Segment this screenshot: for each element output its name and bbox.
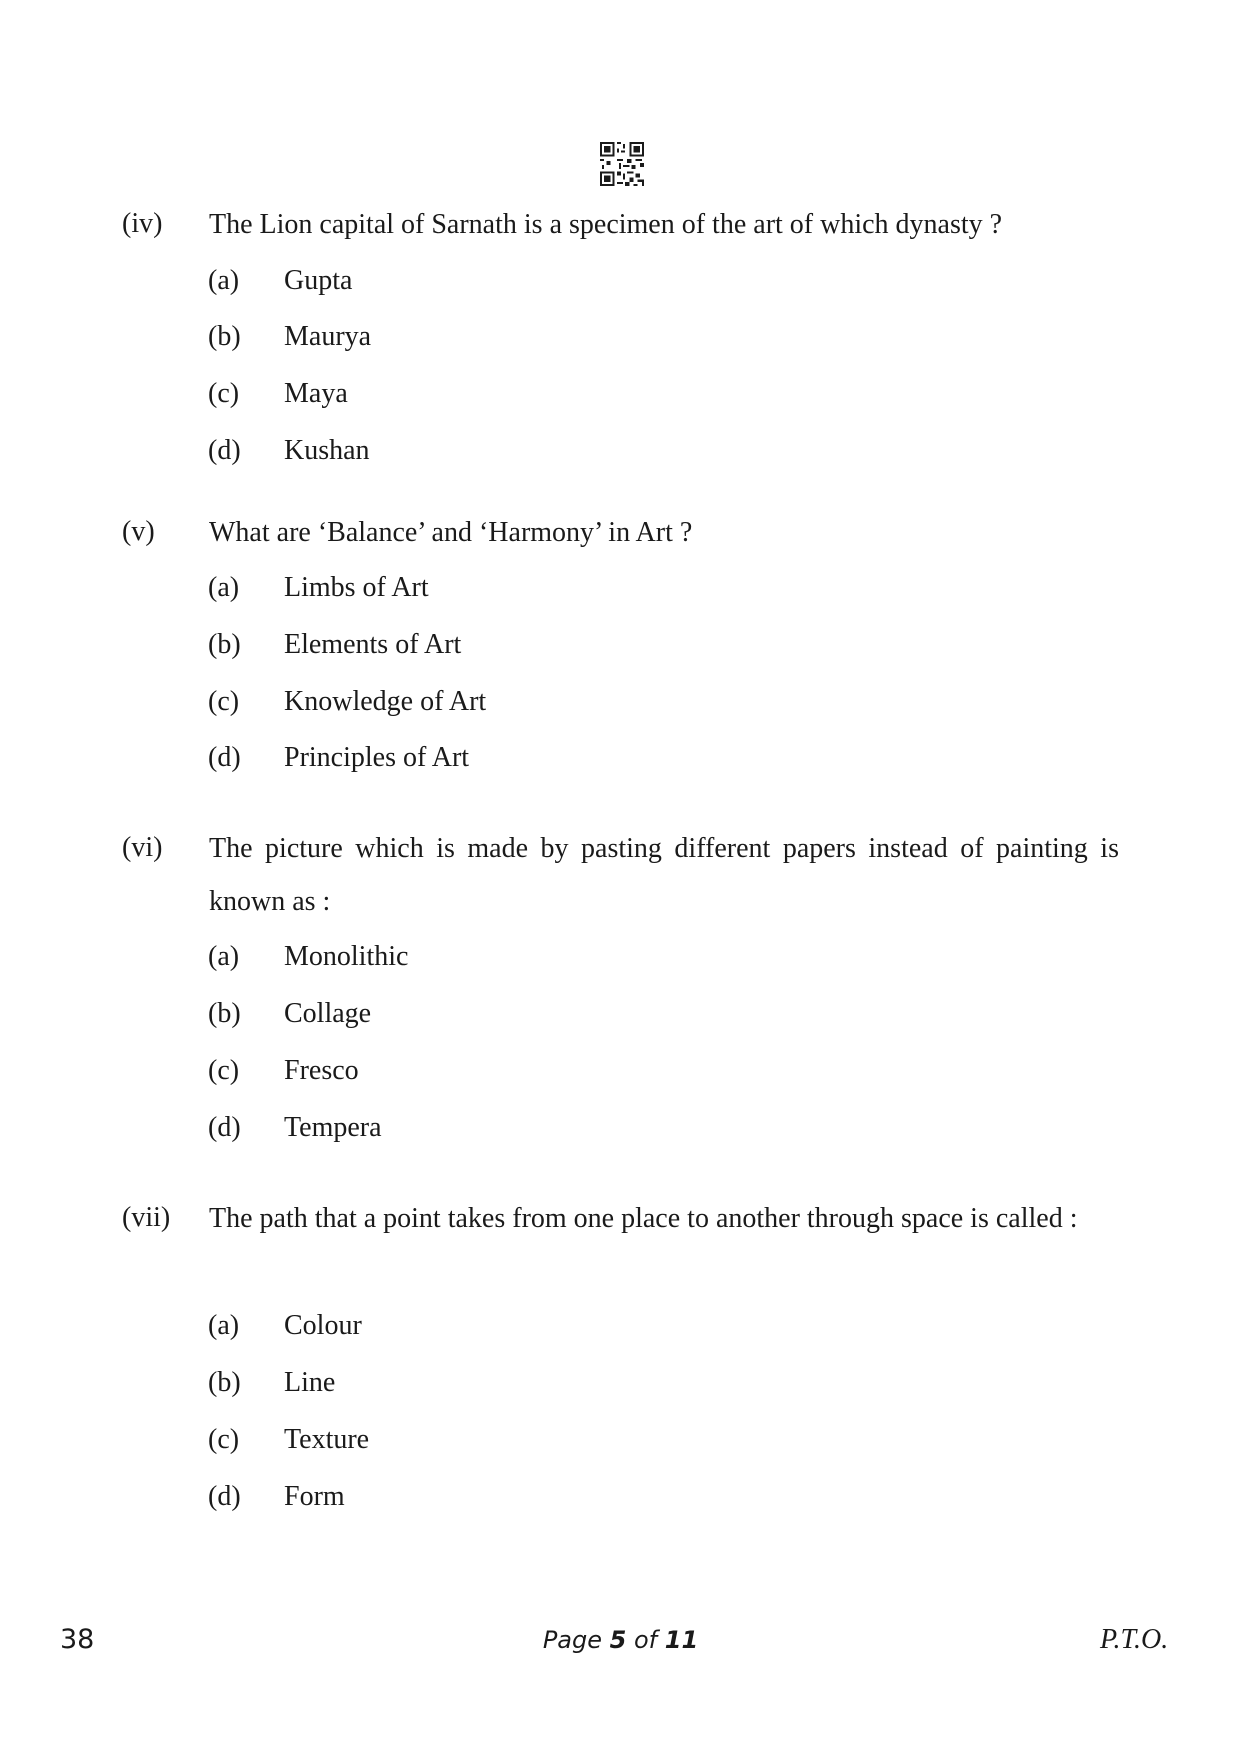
option-label: (b): [208, 1367, 241, 1398]
option-label: (d): [208, 742, 241, 773]
paper-code: 38: [60, 1624, 95, 1655]
option-row: [0, 1367, 1241, 1401]
page-current: 5: [609, 1626, 627, 1654]
question-number: (iv): [122, 208, 163, 239]
option-row: [0, 998, 1241, 1032]
option-text: Maurya: [284, 321, 372, 352]
question-text: What are ‘Balance’ and ‘Harmony’ in Art ?: [209, 517, 693, 548]
option-text: Gupta: [284, 265, 353, 296]
option-text: Tempera: [284, 1112, 382, 1143]
option-row: [0, 1055, 1241, 1089]
option-row: [0, 1112, 1241, 1146]
option-row: [0, 941, 1241, 975]
option-text: Monolithic: [284, 941, 409, 972]
question-number: (vii): [122, 1202, 171, 1233]
option-label: (a): [208, 265, 240, 296]
option-row: [0, 265, 1241, 299]
option-row: [0, 572, 1241, 606]
option-label: (b): [208, 998, 241, 1029]
option-text: Fresco: [284, 1055, 359, 1086]
question-text: The path that a point takes from one place to another through space is called :: [209, 1203, 1078, 1234]
option-text: Form: [284, 1481, 345, 1512]
option-label: (b): [208, 321, 241, 352]
option-row: [0, 321, 1241, 355]
pto-label: P.T.O.: [1100, 1624, 1169, 1655]
option-row: [0, 378, 1241, 412]
option-text: Kushan: [284, 435, 370, 466]
question-number: (vi): [122, 832, 163, 863]
page-total: 11: [664, 1626, 699, 1654]
page-prefix: Page: [542, 1626, 602, 1654]
option-row: [0, 1481, 1241, 1515]
option-text: Limbs of Art: [284, 572, 429, 603]
page-of: of: [633, 1626, 658, 1654]
option-label: (a): [208, 572, 240, 603]
option-row: [0, 742, 1241, 776]
option-label: (a): [208, 1310, 240, 1341]
option-label: (c): [208, 686, 240, 717]
option-label: (a): [208, 941, 240, 972]
option-text: Texture: [284, 1424, 370, 1455]
question-text: The Lion capital of Sarnath is a specimen of the art of which dynasty ?: [209, 209, 1003, 240]
option-row: [0, 1310, 1241, 1344]
option-label: (c): [208, 1424, 240, 1455]
option-row: [0, 435, 1241, 469]
option-row: [0, 686, 1241, 720]
question-text: The picture which is made by pasting different papers instead of painting is known as :: [209, 833, 1119, 917]
option-text: Line: [284, 1367, 336, 1398]
option-label: (c): [208, 1055, 240, 1086]
page-indicator: [0, 1626, 1241, 1654]
question-number: (v): [122, 516, 155, 547]
option-text: Principles of Art: [284, 742, 470, 773]
option-label: (b): [208, 629, 241, 660]
qr-code-icon: [600, 142, 644, 186]
option-label: (d): [208, 435, 241, 466]
option-text: Elements of Art: [284, 629, 462, 660]
option-row: [0, 629, 1241, 663]
option-row: [0, 1424, 1241, 1458]
option-text: Collage: [284, 998, 372, 1029]
option-text: Knowledge of Art: [284, 686, 487, 717]
option-label: (d): [208, 1112, 241, 1143]
option-text: Colour: [284, 1310, 362, 1341]
option-label: (c): [208, 378, 240, 409]
option-text: Maya: [284, 378, 348, 409]
option-label: (d): [208, 1481, 241, 1512]
